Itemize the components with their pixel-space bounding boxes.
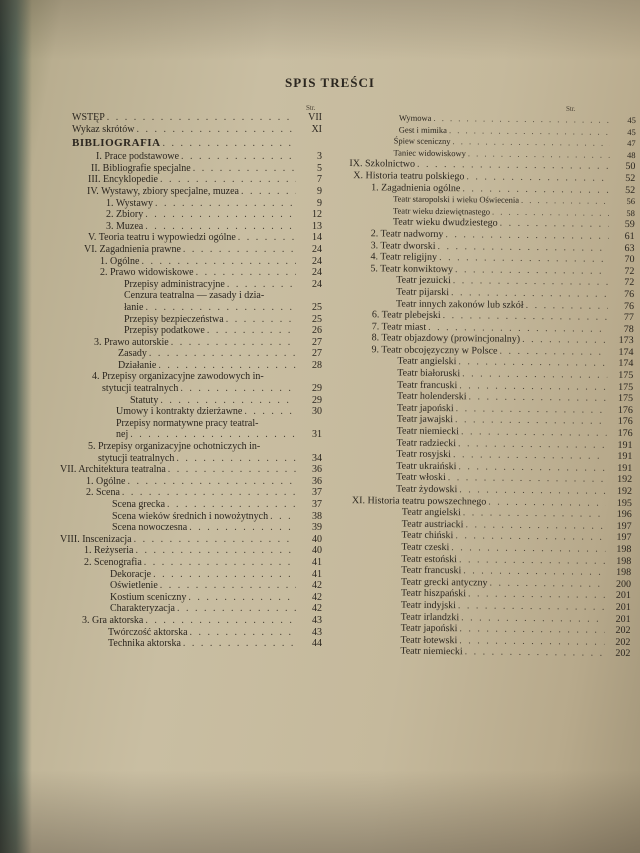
toc-entry-page: 197	[616, 532, 632, 544]
toc-entry-title: łanie	[124, 301, 144, 313]
toc-leader-dots	[145, 221, 296, 233]
toc-entry-page: 173	[618, 335, 634, 347]
toc-entry-page: 27	[312, 336, 322, 348]
toc-entry-title: Teatr żydowski	[395, 483, 458, 496]
toc-entry-page: 42	[312, 591, 322, 603]
page-gutter-shadow	[0, 0, 32, 853]
toc-entry-title: Teatr francuski	[397, 379, 458, 391]
toc-entry-page: 9	[317, 197, 322, 209]
toc-entry-title: Gest i mimika	[398, 124, 448, 135]
toc-entry-page: 45	[627, 114, 636, 126]
toc-entry-title: Teatr niemiecki	[396, 425, 460, 438]
toc-entry-title: 1. Wystawy	[106, 197, 153, 209]
toc-leader-dots	[127, 476, 296, 488]
toc-entry-title: IX. Szkolnictwo	[349, 158, 416, 171]
toc-entry-title: 3. Gra aktorska	[82, 614, 144, 626]
toc-entry-page: 201	[615, 601, 631, 613]
toc-entry-title: Statuty	[130, 394, 159, 406]
toc-entry	[60, 163, 322, 175]
toc-entry-title: WSTĘP	[72, 112, 105, 123]
toc-leader-dots	[130, 429, 296, 441]
toc-entry-page: 38	[312, 510, 322, 522]
toc-entry	[60, 337, 322, 349]
toc-entry-title: XI. Historia teatru powszechnego	[351, 494, 487, 508]
page-title: SPIS TREŚCI	[285, 75, 375, 90]
toc-entry-title: Cenzura teatralna — zasady i dzia-	[124, 290, 265, 302]
toc-entry-title: Wykaz skrótów	[72, 123, 135, 135]
toc-entry-title: Kostium sceniczny	[110, 591, 187, 603]
toc-entry-page: 24	[312, 255, 322, 267]
toc-entry	[60, 487, 322, 499]
toc-entry-title: Oświetlenie	[110, 580, 158, 592]
toc-entry-page: 24	[312, 243, 322, 255]
toc-entry-page: 176	[617, 427, 633, 440]
toc-leader-dots	[135, 545, 296, 557]
toc-entry	[60, 302, 322, 314]
toc-entry-title: III. Encyklopedie	[88, 174, 158, 186]
toc-entry	[60, 557, 322, 569]
toc-entry-page: 26	[312, 325, 322, 337]
toc-entry-page: 196	[616, 509, 632, 521]
toc-entry-title: Teatr wieku dziewiętnastego	[392, 205, 491, 217]
toc-leader-dots	[141, 256, 296, 268]
toc-leader-dots	[107, 112, 296, 124]
toc-entry-title: Teatr jezuicki	[396, 274, 451, 287]
toc-entry-title: 2. Prawo widowiskowe	[100, 267, 194, 279]
toc-entry-title: X. Historia teatru polskiego	[353, 170, 465, 183]
toc-entry-title: Teatr holenderski	[396, 390, 467, 403]
toc-entry	[60, 638, 322, 650]
toc-entry-page: 14	[312, 232, 322, 244]
toc-entry-page: 175	[618, 369, 634, 382]
toc-entry-title: nej	[116, 429, 129, 441]
toc-leader-dots	[526, 299, 609, 311]
toc-entry-page: 40	[312, 533, 322, 545]
toc-entry-page: 52	[625, 184, 636, 196]
toc-entry-page: 36	[312, 475, 322, 487]
toc-entry	[60, 627, 322, 639]
toc-entry-title: Umowy i kontrakty dzierżawne	[116, 406, 243, 418]
toc-entry-page: 176	[617, 416, 633, 428]
toc-entry	[60, 279, 322, 291]
toc-entry-title: Przepisy podatkowe	[124, 325, 205, 337]
toc-entry-title: V. Teoria teatru i wypowiedzi ogólne	[88, 232, 236, 244]
toc-entry-title: 1. Reżyseria	[84, 545, 134, 557]
toc-entry-page: 50	[625, 161, 636, 173]
toc-entry-page: 202	[615, 636, 631, 648]
toc-entry-title: VII. Architektura teatralna	[60, 464, 166, 476]
toc-entry-title: Teatr czeski	[401, 541, 450, 554]
toc-entry-page: 36	[312, 464, 322, 476]
toc-entry-page: 56	[626, 196, 636, 207]
toc-entry-title: 4. Teatr religijny	[370, 251, 438, 264]
toc-entry-page: 198	[616, 543, 632, 556]
toc-entry	[60, 124, 322, 136]
toc-entry-page: 43	[312, 614, 322, 626]
toc-entry-title: Teatr chiński	[401, 530, 454, 542]
toc-entry-title: 2. Scenografia	[84, 556, 142, 568]
toc-entry-title: 2. Zbiory	[106, 209, 144, 221]
toc-entry-page: 72	[624, 277, 635, 289]
toc-entry-title: Teatr irlandzki	[400, 611, 460, 623]
toc-entry-title: Twórczość aktorska	[108, 626, 188, 638]
toc-leader-dots	[160, 395, 296, 407]
toc-entry-page: 201	[615, 590, 632, 602]
toc-entry-page: 175	[617, 393, 634, 405]
toc-entry-title: 4. Przepisy organizacyjne zawodowych in-	[92, 371, 264, 383]
toc-entry-page: 77	[623, 312, 634, 324]
toc-leader-dots	[160, 174, 296, 186]
toc-entry-page: 191	[617, 451, 633, 463]
toc-entry-page: 70	[624, 254, 635, 266]
toc-entry-page: 176	[617, 404, 633, 416]
toc-entry-title: Teatr ukraiński	[396, 460, 457, 473]
toc-entry	[60, 348, 322, 360]
toc-left-column	[60, 112, 322, 650]
toc-entry	[60, 112, 322, 124]
page-bottom-shade	[0, 770, 640, 853]
toc-entry-title: Dekoracje	[110, 568, 152, 580]
toc-entry-page: 195	[616, 497, 632, 509]
toc-entry-page: XI	[311, 123, 322, 135]
toc-entry-title: Przepisy normatywne pracy teatral-	[116, 417, 259, 429]
toc-entry	[60, 371, 322, 383]
toc-entry-title: 3. Prawo autorskie	[94, 336, 169, 348]
toc-entry	[60, 267, 322, 279]
toc-entry	[60, 174, 322, 186]
toc-right-column	[338, 112, 636, 660]
toc-entry-title: Przepisy administracyjne	[124, 278, 225, 290]
toc-entry-title: stytucji teatralnych	[98, 452, 175, 464]
toc-entry-title: Teatr japoński	[400, 622, 458, 635]
toc-entry-title: Teatr łotewski	[400, 634, 458, 646]
toc-leader-dots	[522, 334, 608, 346]
toc-entry-page: 198	[616, 555, 632, 567]
toc-entry	[60, 522, 322, 534]
toc-entry-title: 6. Teatr plebejski	[371, 309, 441, 322]
toc-entry-page: 200	[616, 578, 632, 590]
toc-entry	[60, 580, 322, 592]
toc-entry-title: 3. Teatr dworski	[370, 239, 436, 252]
toc-entry-title: 7. Teatr miast	[371, 320, 427, 333]
toc-leader-dots	[188, 592, 296, 604]
toc-leader-dots	[238, 232, 296, 244]
toc-entry	[60, 325, 322, 337]
toc-entry	[60, 186, 322, 198]
toc-entry-title: VI. Zagadnienia prawne	[84, 243, 181, 255]
toc-entry-title: Teatr angielski	[401, 506, 461, 519]
toc-entry-title: Taniec widowiskowy	[393, 147, 466, 159]
toc-entry	[60, 418, 322, 430]
toc-entry-title: 5. Przepisy organizacyjne ochotniczych in-	[88, 441, 261, 453]
toc-entry-page: 174	[618, 358, 634, 370]
toc-entry-page: 13	[312, 220, 322, 232]
toc-entry-page: 45	[627, 126, 636, 137]
toc-entry-title: 1. Zagadnienia ogólne	[371, 181, 461, 194]
toc-entry-page: 42	[312, 580, 322, 592]
toc-leader-dots	[136, 124, 296, 136]
toc-entry-page: 40	[312, 545, 322, 557]
toc-entry	[60, 290, 322, 302]
page-column-header-left: Str.	[306, 104, 316, 112]
toc-entry	[60, 511, 322, 523]
toc-leader-dots	[241, 186, 296, 198]
page-column-header-right: Str.	[566, 105, 576, 113]
toc-leader-dots	[145, 209, 296, 221]
toc-entry-page: 39	[312, 522, 322, 534]
toc-entry-page: 61	[624, 230, 635, 242]
toc-leader-dots	[122, 487, 296, 499]
toc-entry-page: VII	[308, 112, 322, 123]
toc-leader-dots	[171, 337, 296, 349]
toc-entry-page: 198	[616, 567, 632, 579]
toc-entry-page: 29	[312, 394, 322, 406]
toc-entry-title: Scena wieków średnich i nowożytnych	[112, 510, 269, 522]
toc-leader-dots	[196, 267, 296, 279]
toc-entry-title: Śpiew sceniczny	[393, 135, 451, 147]
toc-entry	[60, 395, 322, 407]
toc-leader-dots	[144, 557, 296, 569]
toc-entry	[60, 198, 322, 210]
toc-entry-page: 72	[624, 265, 635, 277]
toc-entry-page: 191	[617, 462, 633, 474]
toc-entry-title: Teatr pijarski	[396, 286, 450, 299]
toc-entry-page: 3	[317, 151, 322, 163]
toc-leader-dots	[180, 383, 296, 395]
toc-entry	[60, 244, 322, 256]
toc-leader-dots	[190, 627, 296, 639]
toc-entry-title: Teatr francuski	[401, 564, 462, 577]
toc-leader-dots	[183, 638, 296, 650]
toc-entry	[60, 151, 322, 163]
toc-entry-page: 24	[312, 267, 322, 279]
toc-leader-dots	[465, 647, 605, 660]
toc-entry-title: Teatr włoski	[396, 471, 446, 484]
toc-entry-page: 25	[312, 313, 322, 325]
toc-entry-title: Scena nowoczesna	[112, 522, 188, 534]
toc-entry-title: Przepisy bezpieczeństwa	[124, 313, 224, 325]
toc-entry-page: 41	[312, 568, 322, 580]
toc-entry-title: Charakteryzacja	[110, 603, 175, 615]
toc-entry-page: 76	[623, 300, 635, 312]
toc-entry-title: 9. Teatr obcojęzyczny w Polsce	[371, 344, 498, 357]
toc-entry-title: Teatr niemiecki	[400, 645, 463, 658]
toc-entry	[60, 464, 322, 476]
toc-entry	[60, 569, 322, 581]
toc-entry-title: 1. Ogólne	[86, 475, 126, 487]
toc-entry-title: 2. Teatr nadworny	[370, 228, 444, 240]
toc-entry	[60, 453, 322, 465]
toc-entry-title: Teatr białoruski	[397, 367, 461, 380]
toc-entry-page: 174	[618, 346, 634, 358]
toc-leader-dots	[168, 464, 296, 476]
toc-entry-title: Wymowa	[398, 112, 432, 123]
toc-entry-page: 25	[312, 301, 322, 313]
toc-entry-page: 202	[615, 648, 631, 660]
toc-entry	[60, 360, 322, 372]
toc-entry-title: Teatr jawajski	[396, 414, 454, 426]
toc-entry-page: 34	[312, 452, 322, 464]
toc-entry-title: I. Prace podstawowe	[96, 151, 180, 163]
toc-leader-dots	[181, 151, 296, 163]
toc-entry-page: 42	[312, 603, 322, 615]
toc-entry-title: 8. Teatr objazdowy (prowincjonalny)	[371, 332, 521, 346]
toc-leader-dots	[149, 348, 296, 360]
toc-entry-title: Teatr grecki antyczny	[401, 576, 488, 589]
toc-entry-title: IV. Wystawy, zbiory specjalne, muzea	[87, 185, 239, 197]
toc-leader-dots	[226, 314, 296, 326]
toc-entry	[60, 499, 322, 511]
toc-entry-title: Teatr radziecki	[396, 437, 457, 449]
toc-entry-page: 47	[627, 138, 636, 149]
toc-entry	[60, 256, 322, 268]
toc-entry-page: 192	[617, 474, 633, 486]
toc-entry-title: 3. Muzea	[106, 220, 144, 232]
page-top-shade	[0, 0, 640, 60]
toc-entry-page: 59	[624, 219, 635, 231]
toc-entry-page: 28	[312, 359, 322, 371]
toc-entry-title: Teatr japoński	[396, 402, 454, 415]
toc-leader-dots	[244, 406, 296, 418]
toc-entry-page: 175	[618, 381, 634, 393]
toc-entry-page: 48	[627, 149, 636, 160]
toc-entry	[60, 232, 322, 244]
toc-entry-page: 63	[624, 242, 635, 254]
toc-entry	[60, 406, 322, 418]
toc-entry	[60, 209, 322, 221]
toc-entry-title: 5. Teatr konwiktowy	[370, 263, 454, 275]
toc-entry-title: Teatr rosyjski	[396, 448, 452, 461]
toc-entry-page: 197	[616, 520, 632, 532]
toc-entry	[60, 383, 322, 395]
toc-entry-title: Scena grecka	[112, 499, 166, 510]
toc-entry-title: Teatr wieku dwudziestego	[392, 216, 498, 229]
toc-leader-dots	[177, 603, 296, 615]
toc-leader-dots	[189, 522, 296, 534]
toc-leader-dots	[163, 136, 296, 152]
toc-entry	[60, 592, 322, 604]
toc-entry-page: 52	[625, 172, 636, 185]
toc-entry-title: BIBLIOGRAFIA	[72, 137, 161, 150]
toc-leader-dots	[145, 615, 296, 627]
toc-entry	[60, 441, 322, 453]
toc-entry	[338, 645, 630, 660]
toc-entry-title: II. Bibliografie specjalne	[91, 162, 191, 174]
toc-entry-page: 31	[312, 429, 322, 441]
toc-entry-title: stytucji teatralnych	[102, 383, 179, 395]
toc-entry-title: Technika aktorska	[108, 638, 181, 650]
toc-entry	[60, 135, 322, 151]
toc-leader-dots	[183, 244, 296, 256]
toc-entry	[60, 221, 322, 233]
toc-entry-title: VIII. Inscenizacja	[60, 533, 132, 545]
toc-entry-title: Teatr innych zakonów lub szkół	[395, 298, 524, 311]
toc-entry-page: 12	[312, 209, 322, 221]
toc-entry-title: Teatr indyjski	[400, 599, 457, 612]
toc-entry-page: 202	[615, 624, 631, 637]
toc-leader-dots	[160, 580, 296, 592]
toc-entry-page: 30	[312, 406, 322, 418]
toc-entry	[60, 545, 322, 557]
toc-entry-page: 9	[317, 185, 322, 197]
toc-leader-dots	[521, 195, 609, 208]
toc-entry-title: Teatr angielski	[397, 356, 457, 368]
toc-entry-title: 2. Scena	[86, 487, 120, 499]
toc-leader-dots	[207, 325, 296, 337]
toc-entry-title: Teatr hiszpański	[400, 587, 467, 600]
toc-entry-page: 44	[312, 638, 322, 650]
toc-entry	[60, 429, 322, 441]
toc-entry-page: 29	[312, 383, 322, 395]
toc-leader-dots	[167, 499, 296, 511]
toc-entry-page: 191	[617, 439, 633, 451]
toc-leader-dots	[270, 511, 296, 523]
toc-entry-title: Teatr estoński	[401, 553, 458, 565]
toc-leader-dots	[176, 453, 296, 465]
toc-leader-dots	[193, 163, 296, 175]
toc-entry	[60, 314, 322, 326]
toc-entry-page: 201	[615, 613, 631, 625]
toc-leader-dots	[227, 279, 296, 291]
toc-entry-page: 27	[312, 348, 322, 360]
toc-entry-page: 7	[317, 174, 322, 186]
toc-entry-page: 58	[626, 207, 636, 218]
toc-leader-dots	[134, 534, 296, 546]
toc-entry-page: 76	[624, 288, 635, 300]
toc-leader-dots	[145, 302, 296, 314]
toc-entry-page: 24	[312, 278, 322, 290]
toc-entry-page: 41	[312, 556, 322, 568]
toc-entry-title: Zasady	[118, 348, 147, 360]
toc-entry	[60, 476, 322, 488]
toc-entry-title: 1. Ogólne	[100, 255, 140, 267]
toc-entry-title: Teatr austriacki	[401, 518, 464, 531]
toc-entry-title: Teatr staropolski i wieku Oświecenia	[393, 193, 520, 205]
toc-entry-page: 5	[317, 162, 322, 174]
toc-leader-dots	[158, 360, 296, 372]
toc-entry	[60, 615, 322, 627]
toc-entry-page: 43	[312, 626, 322, 638]
toc-entry-page: 78	[623, 323, 634, 335]
toc-leader-dots	[155, 198, 296, 210]
toc-entry	[60, 534, 322, 546]
toc-leader-dots	[153, 569, 296, 581]
toc-entry-title: Działanie	[118, 359, 157, 371]
toc-entry-page: 37	[312, 487, 322, 499]
toc-entry	[60, 603, 322, 615]
toc-entry-page: 37	[312, 499, 322, 510]
toc-entry-page: 192	[616, 485, 633, 498]
